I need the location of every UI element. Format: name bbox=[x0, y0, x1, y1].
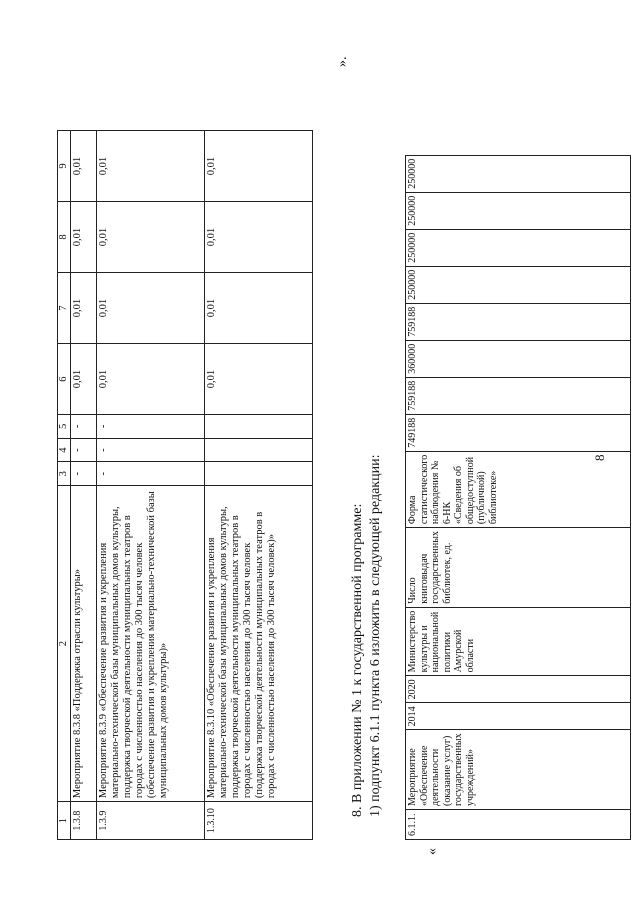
header-cell: 1 bbox=[58, 802, 71, 840]
value-cell: 759188 bbox=[406, 303, 631, 340]
executor: Министерство культуры и национальной политики Амурской области bbox=[406, 607, 631, 676]
page-number: 8 bbox=[592, 454, 607, 461]
value-cell: 250000 bbox=[406, 229, 631, 266]
closing-quote: ». bbox=[335, 56, 350, 67]
cell: 0,01 bbox=[97, 131, 205, 202]
header-cell: 3 bbox=[58, 462, 71, 486]
indicator: Число книговыдач государственных библиотек, ед. bbox=[406, 528, 631, 608]
cell: 0,01 bbox=[71, 344, 97, 415]
header-cell: 8 bbox=[58, 202, 71, 273]
cell: 0,01 bbox=[97, 273, 205, 344]
end-year: 2020 bbox=[406, 676, 631, 703]
row-number: 1.3.10 bbox=[205, 802, 313, 840]
paragraph-subclause: 1) подпункт 6.1.1 пункта 6 изложить в следующей редакции: bbox=[368, 454, 383, 817]
value-cell: 749188 bbox=[406, 414, 631, 451]
header-cell: 6 bbox=[58, 344, 71, 415]
row-number: 1.3.8 bbox=[71, 802, 97, 840]
header-cell: 7 bbox=[58, 273, 71, 344]
cell bbox=[205, 415, 313, 439]
cell: - bbox=[97, 438, 205, 462]
cell: 0,01 bbox=[71, 131, 97, 202]
header-cell: 2 bbox=[58, 486, 71, 802]
indicator-table bbox=[405, 155, 631, 840]
row-number: 6.1.1. bbox=[406, 810, 631, 840]
cell: 0,01 bbox=[71, 202, 97, 273]
measure-name: Мероприятие «Обеспечение деятельности (оказание услуг) государственных учреждений» bbox=[406, 730, 631, 810]
cell: - bbox=[71, 415, 97, 439]
cell: - bbox=[97, 415, 205, 439]
cell bbox=[205, 438, 313, 462]
data-source: Форма статистического наблюдения № 6-НК «Сведения об общедоступной (публичной) библиотеке» bbox=[406, 451, 631, 527]
header-cell: 9 bbox=[58, 131, 71, 202]
row-text: Мероприятие 8.3.9 «Обеспечение развития и укрепления материально-технической базы муниципальных домов культуры, поддержка творческой деятельности муниципальных театров в городах с численностью населения до 300 тысяч человек (обеспечение развития и укрепления материально-технической базы муниципальных домов культуры)» bbox=[97, 486, 205, 802]
value-cell: 360000 bbox=[406, 340, 631, 377]
table-row bbox=[97, 131, 205, 840]
value-cell: 759188 bbox=[406, 377, 631, 414]
cell: - bbox=[71, 438, 97, 462]
table-row bbox=[205, 131, 313, 840]
opening-quote: « bbox=[425, 848, 440, 855]
cell: 0,01 bbox=[205, 202, 313, 273]
value-cell: 250000 bbox=[406, 155, 631, 192]
table-header-row bbox=[58, 131, 71, 840]
value-cell: 250000 bbox=[406, 266, 631, 303]
row-text: Мероприятие 8.3.10 «Обеспечение развития и укрепления материально-технической базы муниципальных домов культуры, поддержка творческой деятельности муниципальных театров в городах с численностью населения до 300 тысяч человек (поддержка творческой деятельности муниципальных театров в городах с численностью населения до 300 тысяч человек)» bbox=[205, 486, 313, 802]
row-number: 1.3.9 bbox=[97, 802, 205, 840]
table-row bbox=[71, 131, 97, 840]
cell: 0,01 bbox=[205, 273, 313, 344]
cell: 0,01 bbox=[205, 344, 313, 415]
value-cell: 250000 bbox=[406, 192, 631, 229]
start-year: 2014 bbox=[406, 703, 631, 730]
row-text: Мероприятие 8.3.8 «Поддержка отрасли культуры» bbox=[71, 486, 97, 802]
cell: - bbox=[71, 462, 97, 486]
cell bbox=[205, 462, 313, 486]
table-row bbox=[406, 155, 631, 839]
cell: 0,01 bbox=[71, 273, 97, 344]
header-cell: 4 bbox=[58, 438, 71, 462]
cell: 0,01 bbox=[205, 131, 313, 202]
cell: - bbox=[97, 462, 205, 486]
measures-table bbox=[57, 130, 313, 840]
cell: 0,01 bbox=[97, 344, 205, 415]
paragraph-appendix: 8. В приложении № 1 к государственной программе: bbox=[350, 503, 365, 817]
header-cell: 5 bbox=[58, 415, 71, 439]
cell: 0,01 bbox=[97, 202, 205, 273]
